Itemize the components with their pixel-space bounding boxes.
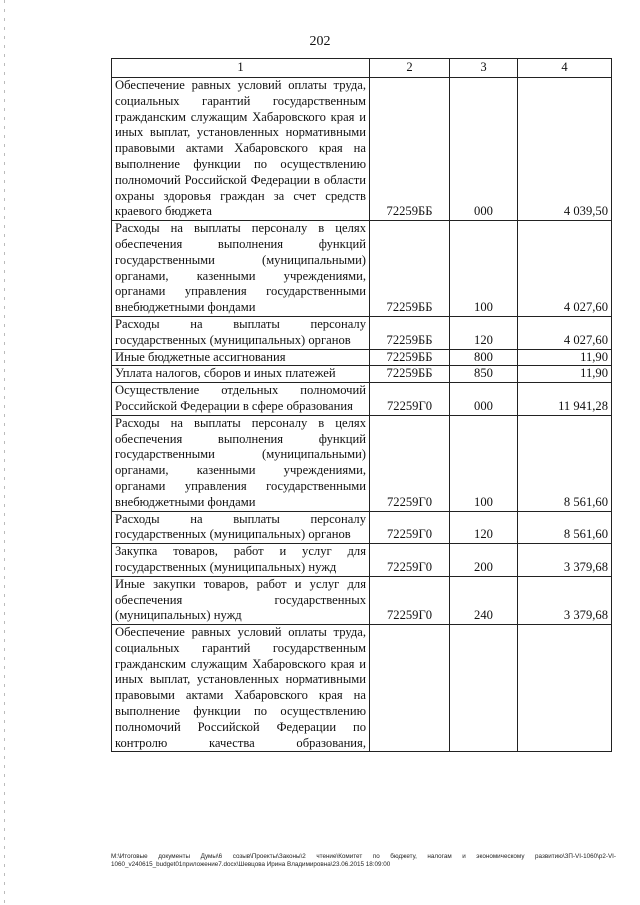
row-name: Расходы на выплаты персоналу в целях обеспечения выполнения функций государственными (муниципальными) органами, казенными учреждениями, органами управления государственными внебюджетными фондами bbox=[112, 221, 370, 317]
header-col-1: 1 bbox=[112, 59, 370, 78]
row-name: Расходы на выплаты персоналу государственных (муниципальных) органов bbox=[112, 316, 370, 349]
row-code: 72259ББ bbox=[370, 221, 450, 317]
table-row bbox=[112, 349, 612, 366]
row-code bbox=[370, 625, 450, 752]
row-name: Закупка товаров, работ и услуг для государственных (муниципальных) нужд bbox=[112, 544, 370, 577]
row-name: Расходы на выплаты персоналу государственных (муниципальных) органов bbox=[112, 511, 370, 544]
table-row bbox=[112, 78, 612, 221]
row-name: Иные бюджетные ассигнования bbox=[112, 349, 370, 366]
row-type: 200 bbox=[450, 544, 518, 577]
budget-table bbox=[111, 58, 612, 752]
row-type: 240 bbox=[450, 576, 518, 624]
row-type: 000 bbox=[450, 383, 518, 416]
row-code: 72259ББ bbox=[370, 78, 450, 221]
scan-edge-artifact bbox=[4, 0, 5, 905]
row-amount: 11 941,28 bbox=[518, 383, 612, 416]
row-type: 120 bbox=[450, 511, 518, 544]
row-code: 72259Г0 bbox=[370, 415, 450, 511]
row-name: Иные закупки товаров, работ и услуг для обеспечения государственных (муниципальных) нужд bbox=[112, 576, 370, 624]
row-amount: 3 379,68 bbox=[518, 544, 612, 577]
row-amount: 8 561,60 bbox=[518, 415, 612, 511]
row-code: 72259Г0 bbox=[370, 511, 450, 544]
header-col-2: 2 bbox=[370, 59, 450, 78]
row-code: 72259ББ bbox=[370, 316, 450, 349]
table-row bbox=[112, 415, 612, 511]
table-header-row bbox=[112, 59, 612, 78]
file-path-footer: M:\Итоговые документы Думы\6 созыв\Проекты\Законы\2 чтение\Комитет по бюджету, налогам и экономическому развитию\ЗП-VI-1060\р2-VI-1060_v240615_budget01приложение7.docx\Шевцова Ирина Владимировна\23.06.2015 18:09:00 bbox=[111, 853, 616, 868]
row-amount: 11,90 bbox=[518, 366, 612, 383]
row-type: 850 bbox=[450, 366, 518, 383]
row-name: Осуществление отдельных полномочий Российской Федерации в сфере образования bbox=[112, 383, 370, 416]
table-row bbox=[112, 576, 612, 624]
row-type bbox=[450, 625, 518, 752]
row-amount: 4 027,60 bbox=[518, 221, 612, 317]
row-name: Уплата налогов, сборов и иных платежей bbox=[112, 366, 370, 383]
row-amount: 11,90 bbox=[518, 349, 612, 366]
table-row bbox=[112, 544, 612, 577]
row-code: 72259Г0 bbox=[370, 576, 450, 624]
table-row bbox=[112, 511, 612, 544]
table-row bbox=[112, 383, 612, 416]
row-amount: 3 379,68 bbox=[518, 576, 612, 624]
header-col-4: 4 bbox=[518, 59, 612, 78]
page-number: 202 bbox=[309, 34, 331, 49]
table-row bbox=[112, 366, 612, 383]
row-name: Обеспечение равных условий оплаты труда, социальных гарантий государственным гражданским служащим Хабаровского края и иных выплат, установленных нормативными правовыми актами Хабаровского края на выполнение функции по осуществлению полномочий Российской Федерации по контролю качества образования, bbox=[112, 625, 370, 752]
row-name: Обеспечение равных условий оплаты труда, социальных гарантий государственным гражданским служащим Хабаровского края и иных выплат, установленных нормативными правовыми актами Хабаровского края на выполнение функции по осуществлению полномочий Российской Федерации в области охраны здоровья граждан за счет средств краевого бюджета bbox=[112, 78, 370, 221]
row-code: 72259Г0 bbox=[370, 383, 450, 416]
table-row bbox=[112, 316, 612, 349]
row-type: 800 bbox=[450, 349, 518, 366]
table-row bbox=[112, 221, 612, 317]
row-type: 120 bbox=[450, 316, 518, 349]
row-type: 100 bbox=[450, 415, 518, 511]
row-type: 000 bbox=[450, 78, 518, 221]
row-code: 72259ББ bbox=[370, 366, 450, 383]
row-amount: 4 039,50 bbox=[518, 78, 612, 221]
row-type: 100 bbox=[450, 221, 518, 317]
header-col-3: 3 bbox=[450, 59, 518, 78]
row-amount: 4 027,60 bbox=[518, 316, 612, 349]
row-name: Расходы на выплаты персоналу в целях обеспечения выполнения функций государственными (муниципальными) органами, казенными учреждениями, органами управления государственными внебюджетными фондами bbox=[112, 415, 370, 511]
row-code: 72259Г0 bbox=[370, 544, 450, 577]
row-amount bbox=[518, 625, 612, 752]
row-amount: 8 561,60 bbox=[518, 511, 612, 544]
row-code: 72259ББ bbox=[370, 349, 450, 366]
table-row bbox=[112, 625, 612, 752]
